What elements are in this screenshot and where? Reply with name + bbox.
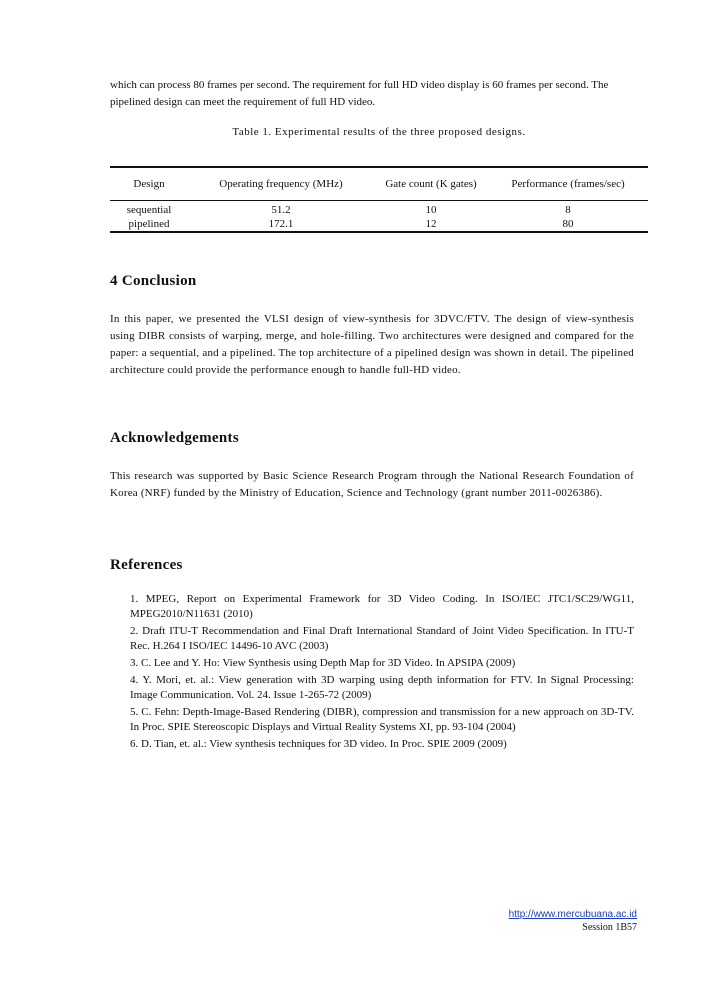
- conclusion-heading: 4 Conclusion: [110, 273, 197, 289]
- reference-item: 4. Y. Mori, et. al.: View generation with 3D warping using depth information for FTV. In Signal Processing: Image Communication. Vol. 24. Issue 1-265-72 (2009): [130, 674, 634, 701]
- reference-item: 1. MPEG, Report on Experimental Framework for 3D Video Coding. In ISO/IEC JTC1/SC29/WG11, MPEG2010/N11631 (2010): [130, 593, 634, 620]
- acknowledgements-heading: Acknowledgements: [110, 430, 239, 446]
- conclusion-paragraph: In this paper, we presented the VLSI design of view-synthesis for 3DVC/FTV. The design of view-synthesis using DIBR consists of warping, merge, and hole-filling. Two architectures were designed and compared for the paper: a sequential, and a pipelined. The top architecture of a pipelined design was shown in detail. The pipelined architecture could provide the performance enough to handle full-HD video.: [110, 313, 634, 376]
- table-cell: 172.1: [268, 218, 294, 230]
- table-cell: 80: [562, 218, 574, 230]
- table-caption: Table 1. Experimental results of the three proposed designs.: [232, 126, 526, 138]
- table-cell: 51.2: [271, 204, 291, 216]
- table-cell: sequential: [126, 204, 172, 216]
- page-footer: [509, 908, 637, 934]
- table-cell: 12: [425, 218, 437, 230]
- acknowledgements-paragraph: This research was supported by Basic Science Research Program through the National Research Foundation of Korea (NRF) funded by the Ministry of Education, Science and Technology (grant number 2011-0026386).: [110, 470, 634, 499]
- reference-item: 2. Draft ITU-T Recommendation and Final Draft International Standard of Joint Video Specification. In ITU-T Rec. H.264 I ISO/IEC 14496-10 AVC (2003): [130, 625, 634, 652]
- footer-url-link[interactable]: http://www.mercubuana.ac.id: [508, 909, 637, 920]
- results-table: [110, 166, 648, 233]
- table-header-cell: Operating frequency (MHz): [219, 178, 343, 190]
- reference-item: 5. C. Fehn: Depth-Image-Based Rendering (DIBR), compression and transmission for a new approach on 3D-TV. In Proc. SPIE Stereoscopic Displays and Virtual Reality Systems XI, pp. 93-104 (2004): [130, 706, 634, 733]
- table-header-cell: Gate count (K gates): [385, 178, 477, 190]
- references-heading: References: [110, 557, 183, 573]
- references-list: [130, 592, 634, 754]
- table-cell: 8: [565, 204, 571, 216]
- table-header-cell: Design: [133, 178, 165, 190]
- table-cell: pipelined: [128, 218, 170, 230]
- intro-paragraph: which can process 80 frames per second. The requirement for full HD video display is 60 frames per second. The pipelined design can meet the requirement of full HD video.: [110, 79, 609, 108]
- reference-item: 6. D. Tian, et. al.: View synthesis techniques for 3D video. In Proc. SPIE 2009 (2009): [130, 738, 507, 750]
- reference-item: 3. C. Lee and Y. Ho: View Synthesis using Depth Map for 3D Video. In APSIPA (2009): [130, 657, 516, 669]
- table-cell: 10: [425, 204, 437, 216]
- session-label: Session 1B57: [582, 922, 637, 933]
- table-row: [110, 217, 648, 232]
- table-header-row: [110, 167, 648, 201]
- table-row: [110, 201, 648, 218]
- table-header-cell: Performance (frames/sec): [511, 178, 625, 190]
